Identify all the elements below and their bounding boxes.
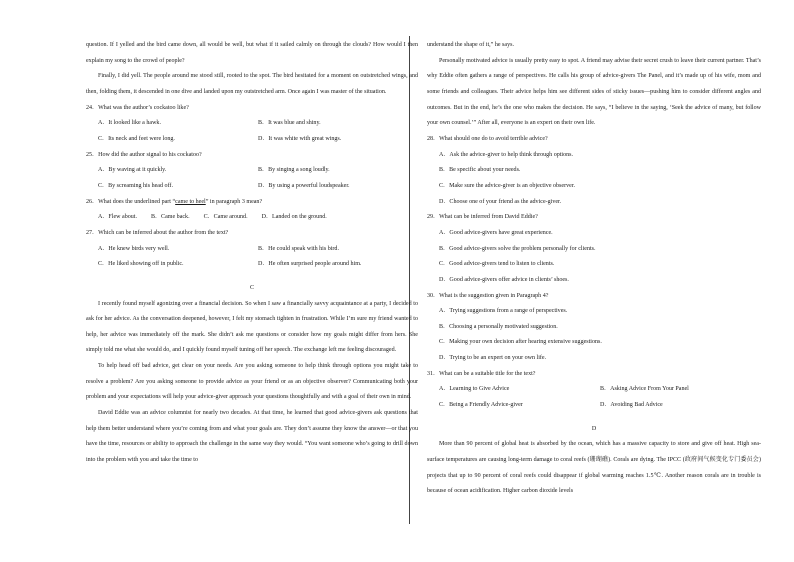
option-a: A．By waving at it quickly. <box>98 167 167 174</box>
question-28 <box>427 132 761 210</box>
option-b: B．By singing a song loudly. <box>258 167 330 174</box>
options <box>427 148 761 211</box>
paragraph-c4: Personally motivated advice is usually pretty easy to spot. A friend may advise their secret crush to leave their current partner. That’s why Eddie often gathers a range of perspectives. He calls his group of advice-givers The Panel, and it’s made up of his wife, mom and some friends and colleagues. Their advice helps him see different sides of sticky issues—pushing him to consider different angles and outcomes. But in the end, he’s the one who makes the decision. He says, “I believe in the saying, ‘Seek the advice of many, but follow your own counsel.’” After all, everyone is an expert on their own life. <box>427 57 761 127</box>
question-stem <box>86 195 418 211</box>
question-30 <box>427 289 761 367</box>
option-b: B．Asking Advice From Your Panel <box>600 386 689 393</box>
question-26 <box>86 195 418 226</box>
option-d: D．By using a powerful loudspeaker. <box>258 182 350 189</box>
option-b: B．It was blue and shiny. <box>258 120 321 127</box>
option-d: D．Avoiding Bad Advice <box>600 402 663 409</box>
option-c: C．He liked showing off in public. <box>98 261 184 268</box>
option-c: C．Good advice-givers tend to listen to clients. <box>439 261 555 268</box>
question-stem: 28．What should one do to avoid terrible advice? <box>427 135 548 142</box>
stem-pre: 26．What does the underlined part “ <box>86 198 176 205</box>
option-b: B．Good advice-givers solve the problem personally for clients. <box>439 245 596 252</box>
section-heading-d: D <box>591 425 597 432</box>
option-c: C．Came around. <box>203 214 248 221</box>
option-d: D．Trying to be an expert on your own life. <box>439 355 547 362</box>
question-stem: 27．Which can be inferred about the author from the text? <box>86 229 229 236</box>
option-c: C．Make sure the advice-giver is an objective observer. <box>439 182 576 189</box>
question-25 <box>86 148 418 195</box>
option-c: C．Being a Friendly Advice-giver <box>439 402 523 409</box>
paragraph-d1: More than 90 percent of global heat is absorbed by the ocean, which has a massive capacity to store and give off heat. High sea-surface temperatures are causing long-term damage to coral reefs (珊瑚礁). Corals are dying. The IPCC (政府间气候变化专门委员会) projects that up to 90 percent of coral reefs could disappear if global warming reaches 1.5℃. Another reason corals are in trouble is because of ocean acidification. Higher carbon dioxide levels <box>427 441 761 495</box>
question-27 <box>86 226 418 273</box>
underlined-phrase: came to heel <box>175 198 206 205</box>
options <box>86 210 418 226</box>
option-d: D．He often surprised people around him. <box>258 261 362 268</box>
paragraph-c3: David Eddie was an advice columnist for nearly two decades. At that time, he learned that good advice-givers ask questions that help them better understand where you’re coming from and what your goals are. They don’t assume they know the answer—or that you have the time, resources or ability to approach the challenge in the same way they would. “You want someone who’s going to drill down into the problem with you and take the time to <box>86 410 418 464</box>
paragraph-c2: To help head off bad advice, get clear on your needs. Are you asking someone to help think through options you might take to resolve a problem? Are you asking someone to provide advice as your friend or as an objective observer? Communicating both your problem and your expectations will help your advice-giver approach your questions thoughtfully and with a goal of their own in mind. <box>86 363 418 401</box>
question-stem: 29．What can be inferred from David Eddie? <box>427 214 538 221</box>
question-31 <box>427 367 761 414</box>
option-c: C．Making your own decision after hearing extensive suggestions. <box>439 339 602 346</box>
options <box>427 382 761 413</box>
paragraph-finally: Finally, I did yell. The people around me stood still, rooted to the spot. The bird hesitated for a moment on outstretched wings, and then, folding them, it descended in one dive and landed upon my outstretched arm. Once again I was master of the situation. <box>86 73 418 95</box>
options <box>86 242 418 273</box>
question-29 <box>427 210 761 288</box>
question-stem: 31．What can be a suitable title for the text? <box>427 370 536 377</box>
options <box>86 116 418 147</box>
option-d: D．It was white with great wings. <box>258 135 342 142</box>
option-c: C．Its neck and feet were long. <box>98 135 175 142</box>
option-d: D．Good advice-givers offer advice in clients’ shoes. <box>439 276 569 283</box>
option-a: A．Trying suggestions from a range of perspectives. <box>439 308 568 315</box>
question-24 <box>86 101 418 148</box>
stem-post: ” in paragraph 3 mean? <box>205 198 263 205</box>
options <box>427 226 761 289</box>
option-b: B．He could speak with his bird. <box>258 245 339 252</box>
option-a: A．Good advice-givers have great experience. <box>439 229 553 236</box>
option-b: B．Be specific about your needs. <box>439 167 521 174</box>
option-c: C．By screaming his head off. <box>98 182 173 189</box>
section-heading-c: C <box>249 284 255 291</box>
option-b: B．Came back. <box>150 214 190 221</box>
options <box>427 304 761 367</box>
option-a: A．He knew birds very well. <box>98 245 170 252</box>
right-column <box>427 38 761 500</box>
option-d: D．Landed on the ground. <box>261 214 327 221</box>
question-stem: 30．What is the suggestion given in Paragraph 4? <box>427 292 549 299</box>
option-d: D．Choose one of your friend as the advice-giver. <box>439 198 562 205</box>
question-stem: 25．How did the author signal to his cockatoo? <box>86 151 202 158</box>
option-a: A．Ask the advice-giver to help think through options. <box>439 151 574 158</box>
paragraph-continued: understand the shape of it,” he says. <box>427 42 514 48</box>
paragraph-continued: question. If I yelled and the bird came down, all would be well, but what if it sailed calmly on through the clouds? How would I then explain my song to the crowd of people? <box>86 42 418 64</box>
paragraph-c1: I recently found myself agonizing over a financial decision. So when I saw a financially savvy acquaintance at a party, I decided to ask for her advice. As the conversation deepened, however, I felt my stomach tighten in frustration. While I’m sure my friend wanted to help, her advice was immediately off the mark. She didn’t ask me questions or consider how my goals might differ from hers. She simply told me what she would do, and I quickly found myself tuning off her speech. The exchange left me feeling discouraged. <box>86 300 418 354</box>
option-a: A．It looked like a hawk. <box>98 120 161 127</box>
option-b: B．Choosing a personally motivated suggestion. <box>439 323 558 330</box>
question-stem: 24．What was the author’s cockatoo like? <box>86 104 189 111</box>
option-a: A．Learning to Give Advice <box>439 386 510 393</box>
left-column <box>86 38 418 469</box>
options <box>86 163 418 194</box>
option-a: A．Flew about. <box>98 214 137 221</box>
